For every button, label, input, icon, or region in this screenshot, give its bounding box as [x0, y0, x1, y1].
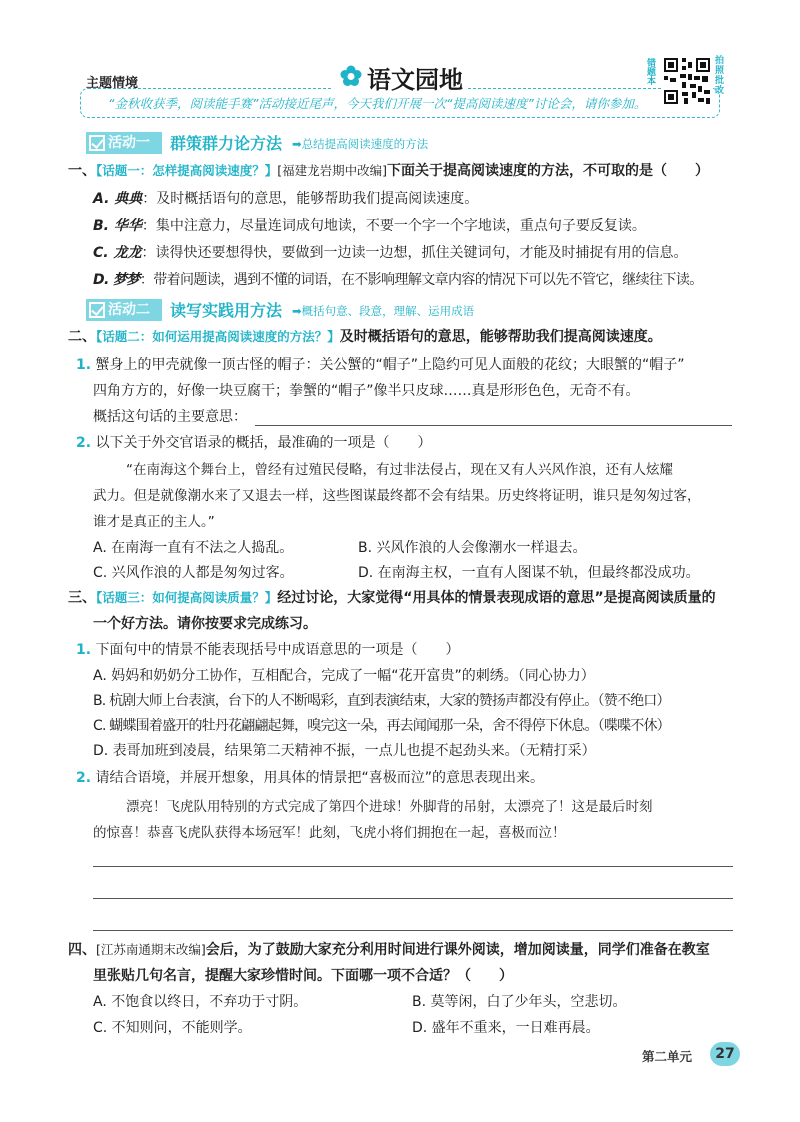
- q3-sub1-option[interactable]: B. 杭剧大师上台表演，台下的人不断喝彩，直到表演结束，大家的赞扬声都没有停止。（赞不绝口）: [93, 693, 670, 709]
- q3-sub1-stem: 1. 下面句中的情景不能表现括号中成语意思的一项是（ ）: [76, 642, 460, 658]
- answer-line[interactable]: [255, 425, 732, 426]
- answer-line[interactable]: [93, 898, 733, 899]
- question-one-option[interactable]: A. 典典：及时概括语句的意思，能够帮助我们提高阅读速度。: [93, 191, 479, 207]
- q3-sub2-passage: 漂亮！飞虎队用特别的方式完成了第四个进球！外脚背的吊射，太漂亮了！这是最后时刻: [126, 799, 653, 815]
- question-one-option[interactable]: D. 梦梦：带着问题读，遇到不懂的词语，在不影响理解文章内容的情况下可以先不管它，继续往下读。: [93, 272, 703, 288]
- question-four-text: 会后，为了鼓励大家充分利用时间进行课外阅读，增加阅读量，同学们准备在教室: [205, 942, 710, 958]
- q3-sub2-stem: 2. 请结合语境，并展开想象，用具体的情景把“喜极而泣”的意思表现出来。: [76, 770, 545, 786]
- q3-sub1-option[interactable]: A. 妈妈和奶奶分工协作，互相配合，完成了一幅“花开富贵”的刺绣。（同心协力）: [93, 668, 595, 684]
- question-four-option[interactable]: B. 莫等闲，白了少年头，空悲切。: [412, 994, 627, 1010]
- q2-sub1-line: 1. 蟹身上的甲壳就像一顶古怪的帽子：关公蟹的“帽子”上隐约可见人面般的花纹；大眼蟹的“帽子”: [76, 357, 685, 373]
- qr-right-label: 拍照批改: [715, 56, 725, 96]
- q2-sub2-stem: 2. 以下关于外交官语录的概括，最准确的一项是（ ）: [76, 435, 432, 451]
- q2-sub2-passage: 武力。但是就像潮水来了又退去一样，这些图谋最终都不会有结果。历史终将证明，谁只是匆匆过客，: [93, 488, 701, 504]
- question-one-stem: [68, 161, 709, 181]
- question-one-text: 下面关于提高阅读速度的方法，不可取的是（ ）: [387, 163, 710, 179]
- question-three-topic: 【话题三：如何提高阅读质量？】: [96, 590, 278, 605]
- question-one-option[interactable]: B. 华华：集中注意力，尽量连词成句地读，不要一个字一个字地读，重点句子要反复读。: [93, 218, 646, 234]
- q2-sub1-prompt: 概括这句话的主要意思：: [93, 409, 247, 425]
- q3-sub1-option[interactable]: C. 蝴蝶围着盛开的牡丹花翩翩起舞，嗅完这一朵，再去闻闻那一朵，舍不得停下休息。（喋喋不休）: [93, 718, 670, 734]
- question-one-topic: 【话题一：怎样提高阅读速度？】: [96, 163, 278, 178]
- q2-sub2-passage: 谁才是真正的主人。”: [93, 514, 215, 530]
- question-two-text: 及时概括语句的意思，能够帮助我们提高阅读速度。: [339, 329, 662, 345]
- question-four-stem-cont: 里张贴几句名言，提醒大家珍惜时间。下面哪一项不合适？（ ）: [93, 968, 513, 984]
- q2-sub2-option[interactable]: B. 兴风作浪的人会像潮水一样退去。: [358, 540, 587, 556]
- question-four-option[interactable]: D. 盛年不重来，一日难再晨。: [412, 1020, 600, 1036]
- activity-one-subtitle: ➡总结提高阅读速度的方法: [292, 137, 429, 151]
- question-one-number: 一、: [68, 163, 96, 179]
- q2-sub2-option[interactable]: D. 在南海主权，一直有人图谋不轨，但最终都没成功。: [358, 565, 700, 581]
- page-title: 语文园地: [367, 66, 463, 94]
- question-four-number: 四、: [68, 942, 96, 958]
- question-three-number: 三、: [68, 590, 96, 606]
- q3-sub1-option[interactable]: D. 表哥加班到凌晨，结果第二天精神不振，一点儿也提不起劲头来。（无精打采）: [93, 743, 596, 759]
- question-two-number: 二、: [68, 329, 96, 345]
- question-four-source: [江苏南通期末改编]: [96, 942, 206, 957]
- intro-text: “金秋收获季，阅读能手赛”活动接近尾声，今天我们开展一次“提高阅读速度”讨论会，请你参加。: [108, 96, 647, 111]
- question-four-stem: [68, 940, 710, 960]
- q2-sub1-line: 四角方方的，好像一块豆腐干；拳蟹的“帽子”像半只皮球……真是形形色色，无奇不有。: [93, 383, 640, 399]
- theme-label: 主题情境: [86, 76, 139, 91]
- question-three-stem-cont: 一个好方法。请你按要求完成练习。: [93, 616, 317, 632]
- qr-code-icon[interactable]: [662, 56, 712, 106]
- q2-sub2-passage: “在南海这个舞台上，曾经有过殖民侵略，有过非法侵占，现在又有人兴风作浪，还有人炫耀: [126, 462, 673, 478]
- activity-one-tag-label: 活动一: [108, 135, 150, 151]
- activity-one-tag: [86, 132, 162, 154]
- activity-one-title: 群策群力论方法: [170, 134, 283, 153]
- q2-sub2-option[interactable]: C. 兴风作浪的人都是匆匆过客。: [93, 565, 294, 581]
- question-two-topic: 【话题二：如何运用提高阅读速度的方法？】: [96, 329, 340, 344]
- q3-sub2-passage: 的惊喜！恭喜飞虎队获得本场冠军！此刻，飞虎小将们拥抱在一起，喜极而泣！: [93, 825, 566, 841]
- activity-two-title: 读写实践用方法: [170, 301, 283, 320]
- question-four-option[interactable]: A. 不饱食以终日，不弃功于寸阴。: [93, 994, 308, 1010]
- checkbox-icon: [89, 302, 105, 318]
- question-one-option[interactable]: C. 龙龙：读得快还要想得快，要做到一边读一边想，抓住关键词句，才能及时捕捉有用的信息。: [93, 245, 688, 261]
- activity-two-subtitle: ➡概括句意、段意，理解、运用成语: [292, 304, 475, 318]
- qr-left-label: 错题本: [647, 59, 657, 87]
- question-three-text: 经过讨论，大家觉得“用具体的情景表现成语的意思”是提高阅读质量的: [277, 590, 716, 606]
- unit-label: 第二单元: [642, 1049, 693, 1064]
- question-two-stem: [68, 327, 662, 347]
- activity-two-tag: [86, 299, 162, 321]
- question-three-stem: [68, 588, 716, 608]
- activity-one-banner: [86, 132, 446, 154]
- page-number: 27: [710, 1042, 740, 1066]
- activity-two-tag-label: 活动二: [108, 302, 150, 318]
- answer-line[interactable]: [93, 866, 733, 867]
- activity-two-banner: [86, 299, 506, 321]
- checkbox-icon: [89, 135, 105, 151]
- answer-line[interactable]: [93, 930, 733, 931]
- q2-sub2-option[interactable]: A. 在南海一直有不法之人捣乱。: [93, 540, 294, 556]
- question-four-option[interactable]: C. 不知则问，不能则学。: [93, 1020, 252, 1036]
- question-one-source: [福建龙岩期中改编]: [277, 163, 388, 178]
- flower-icon: [340, 65, 362, 87]
